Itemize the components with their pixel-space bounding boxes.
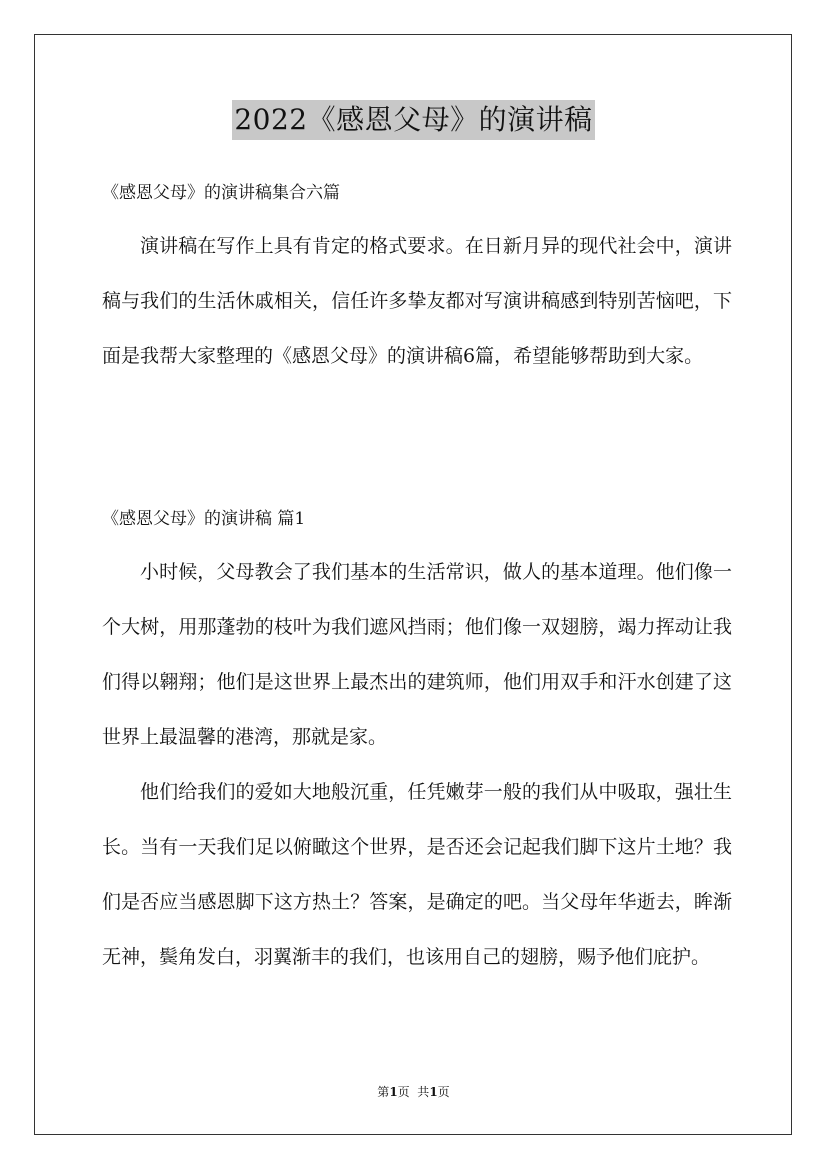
document-subtitle: 《感恩父母》的演讲稿集合六篇	[102, 183, 340, 203]
intro-paragraph: 演讲稿在写作上具有肯定的格式要求。在日新月异的现代社会中，演讲稿与我们的生活休戚相关，信任许多挚友都对写演讲稿感到特别苦恼吧，下面是我帮大家整理的《感恩父母》的演讲稿6篇，希望能够帮助到大家。	[102, 235, 732, 367]
title-container	[0, 100, 827, 140]
footer-page-total: 1	[429, 1085, 438, 1099]
intro-block	[102, 219, 732, 384]
section-heading: 《感恩父母》的演讲稿 篇1	[102, 509, 306, 529]
section-heading-block	[102, 507, 732, 531]
page-footer	[0, 1084, 827, 1100]
section-body	[102, 545, 732, 985]
footer-page-suffix: 页	[437, 1085, 450, 1099]
section-paragraph-2: 他们给我们的爱如大地般沉重，任凭嫩芽一般的我们从中吸取，强壮生长。当有一天我们足以俯瞰这个世界，是否还会记起我们脚下这片土地？我们是否应当感恩脚下这方热土？答案，是确定的吧。当父母年华逝去，眸渐无神，鬓角发白，羽翼渐丰的我们，也该用自己的翅膀，赐予他们庇护。	[102, 781, 732, 968]
footer-page-mid: 页 共	[397, 1085, 430, 1099]
document-title: 2022《感恩父母》的演讲稿	[232, 100, 594, 140]
footer-page-current: 1	[389, 1085, 398, 1099]
section-paragraph-1: 小时候，父母教会了我们基本的生活常识，做人的基本道理。他们像一个大树，用那蓬勃的枝叶为我们遮风挡雨；他们像一双翅膀，竭力挥动让我们得以翱翔；他们是这世界上最杰出的建筑师，他们用双手和汗水创建了这世界上最温馨的港湾，那就是家。	[102, 561, 732, 748]
document-subtitle-block	[102, 181, 732, 205]
footer-page-prefix: 第	[377, 1085, 390, 1099]
